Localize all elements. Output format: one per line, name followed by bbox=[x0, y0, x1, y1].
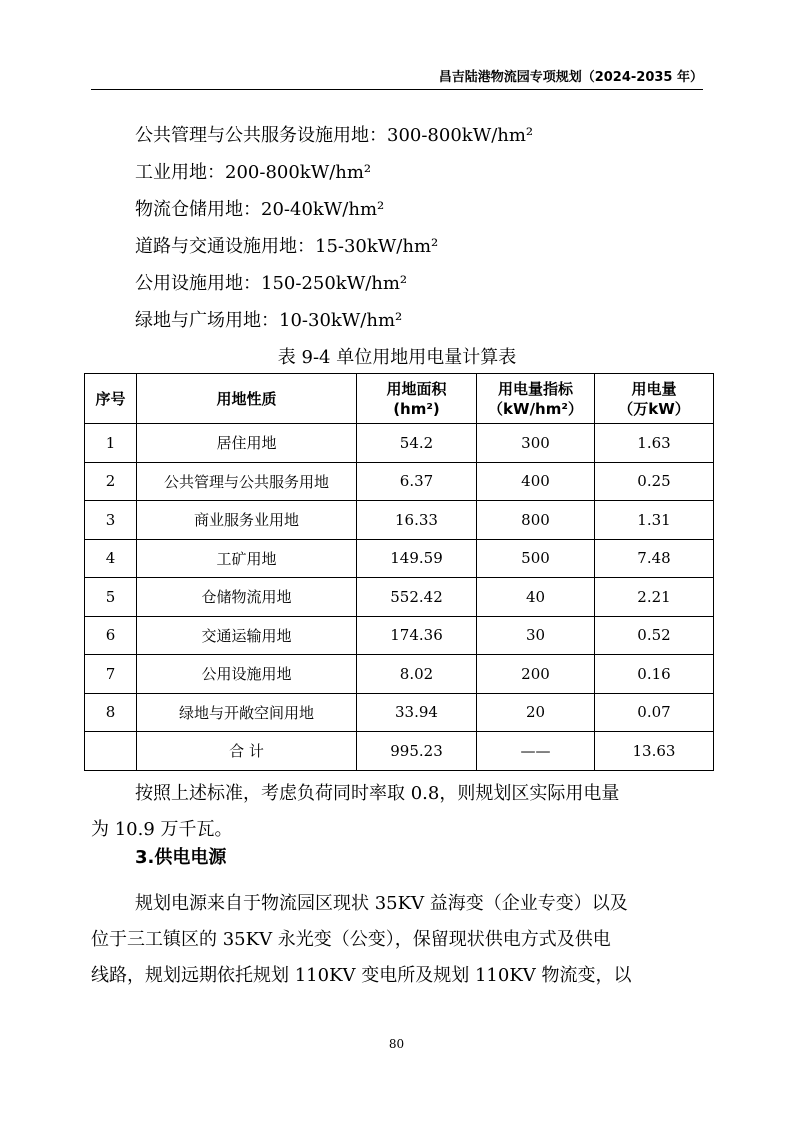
cell-no: 5 bbox=[85, 578, 137, 617]
total-power: 13.63 bbox=[595, 732, 714, 771]
header-power: 用电量 （万kW） bbox=[595, 374, 714, 424]
standard-line-roads: 道路与交通设施用地：15-30kW/hm² bbox=[135, 236, 439, 257]
cell-no: 1 bbox=[85, 424, 137, 463]
cell-no: 7 bbox=[85, 655, 137, 694]
table-row bbox=[85, 424, 714, 463]
cell-no: 3 bbox=[85, 501, 137, 540]
cell-no: 4 bbox=[85, 539, 137, 578]
cell-area: 149.59 bbox=[357, 539, 477, 578]
table-caption: 表 9-4 单位用地用电量计算表 bbox=[277, 347, 517, 368]
cell-area: 174.36 bbox=[357, 616, 477, 655]
standard-line-green: 绿地与广场用地：10-30kW/hm² bbox=[135, 310, 403, 331]
cell-nature: 工矿用地 bbox=[137, 539, 357, 578]
cell-power: 0.16 bbox=[595, 655, 714, 694]
header-index: 用电量指标 （kW/hm²） bbox=[477, 374, 595, 424]
table-row bbox=[85, 462, 714, 501]
header-divider bbox=[91, 89, 703, 90]
cell-area: 6.37 bbox=[357, 462, 477, 501]
standard-line-logistics: 物流仓储用地：20-40kW/hm² bbox=[135, 199, 385, 220]
cell-nature: 交通运输用地 bbox=[137, 616, 357, 655]
table-header-row bbox=[85, 374, 714, 424]
header-area: 用地面积 (hm²) bbox=[357, 374, 477, 424]
cell-area: 8.02 bbox=[357, 655, 477, 694]
page-header-title: 昌吉陆港物流园专项规划（2024-2035 年） bbox=[438, 70, 703, 85]
cell-index: 400 bbox=[477, 462, 595, 501]
cell-nature: 公用设施用地 bbox=[137, 655, 357, 694]
cell-power: 0.07 bbox=[595, 693, 714, 732]
table-row bbox=[85, 578, 714, 617]
header-nature: 用地性质 bbox=[137, 374, 357, 424]
paragraph-line: 规划电源来自于物流园区现状 35KV 益海变（企业专变）以及 bbox=[135, 893, 628, 914]
cell-power: 7.48 bbox=[595, 539, 714, 578]
cell-power: 1.31 bbox=[595, 501, 714, 540]
cell-nature: 公共管理与公共服务用地 bbox=[137, 462, 357, 501]
total-index: —— bbox=[477, 732, 595, 771]
standard-line-public-facilities: 公共管理与公共服务设施用地：300-800kW/hm² bbox=[135, 125, 534, 146]
cell-nature: 商业服务业用地 bbox=[137, 501, 357, 540]
paragraph-line: 为 10.9 万千瓦。 bbox=[91, 819, 233, 840]
paragraph-line: 线路，规划远期依托规划 110KV 变电所及规划 110KV 物流变，以 bbox=[91, 965, 632, 986]
cell-index: 40 bbox=[477, 578, 595, 617]
cell-power: 0.52 bbox=[595, 616, 714, 655]
header-no: 序号 bbox=[85, 374, 137, 424]
paragraph-power-source bbox=[91, 886, 703, 994]
cell-power: 2.21 bbox=[595, 578, 714, 617]
cell-index: 200 bbox=[477, 655, 595, 694]
table-row bbox=[85, 693, 714, 732]
cell-index: 800 bbox=[477, 501, 595, 540]
standard-line-industrial: 工业用地：200-800kW/hm² bbox=[135, 162, 372, 183]
section-title-power-source: 3.供电电源 bbox=[135, 847, 227, 868]
power-calculation-table bbox=[84, 373, 714, 771]
cell-index: 30 bbox=[477, 616, 595, 655]
paragraph-line: 位于三工镇区的 35KV 永光变（公变），保留现状供电方式及供电 bbox=[91, 929, 611, 950]
cell-index: 20 bbox=[477, 693, 595, 732]
total-cell-no bbox=[85, 732, 137, 771]
cell-area: 54.2 bbox=[357, 424, 477, 463]
cell-nature: 绿地与开敞空间用地 bbox=[137, 693, 357, 732]
cell-no: 2 bbox=[85, 462, 137, 501]
cell-nature: 居住用地 bbox=[137, 424, 357, 463]
cell-no: 8 bbox=[85, 693, 137, 732]
table-row bbox=[85, 501, 714, 540]
cell-index: 500 bbox=[477, 539, 595, 578]
page-number: 80 bbox=[388, 1037, 405, 1051]
cell-area: 33.94 bbox=[357, 693, 477, 732]
table-total-row bbox=[85, 732, 714, 771]
table-row bbox=[85, 539, 714, 578]
cell-area: 552.42 bbox=[357, 578, 477, 617]
cell-power: 0.25 bbox=[595, 462, 714, 501]
standard-line-utilities: 公用设施用地：150-250kW/hm² bbox=[135, 273, 408, 294]
total-area: 995.23 bbox=[357, 732, 477, 771]
cell-area: 16.33 bbox=[357, 501, 477, 540]
cell-index: 300 bbox=[477, 424, 595, 463]
cell-nature: 仓储物流用地 bbox=[137, 578, 357, 617]
paragraph-line: 按照上述标准，考虑负荷同时率取 0.8，则规划区实际用电量 bbox=[135, 783, 620, 804]
cell-no: 6 bbox=[85, 616, 137, 655]
cell-power: 1.63 bbox=[595, 424, 714, 463]
table-row bbox=[85, 616, 714, 655]
total-label: 合 计 bbox=[137, 732, 357, 771]
paragraph-actual-consumption bbox=[91, 776, 703, 848]
table-row bbox=[85, 655, 714, 694]
